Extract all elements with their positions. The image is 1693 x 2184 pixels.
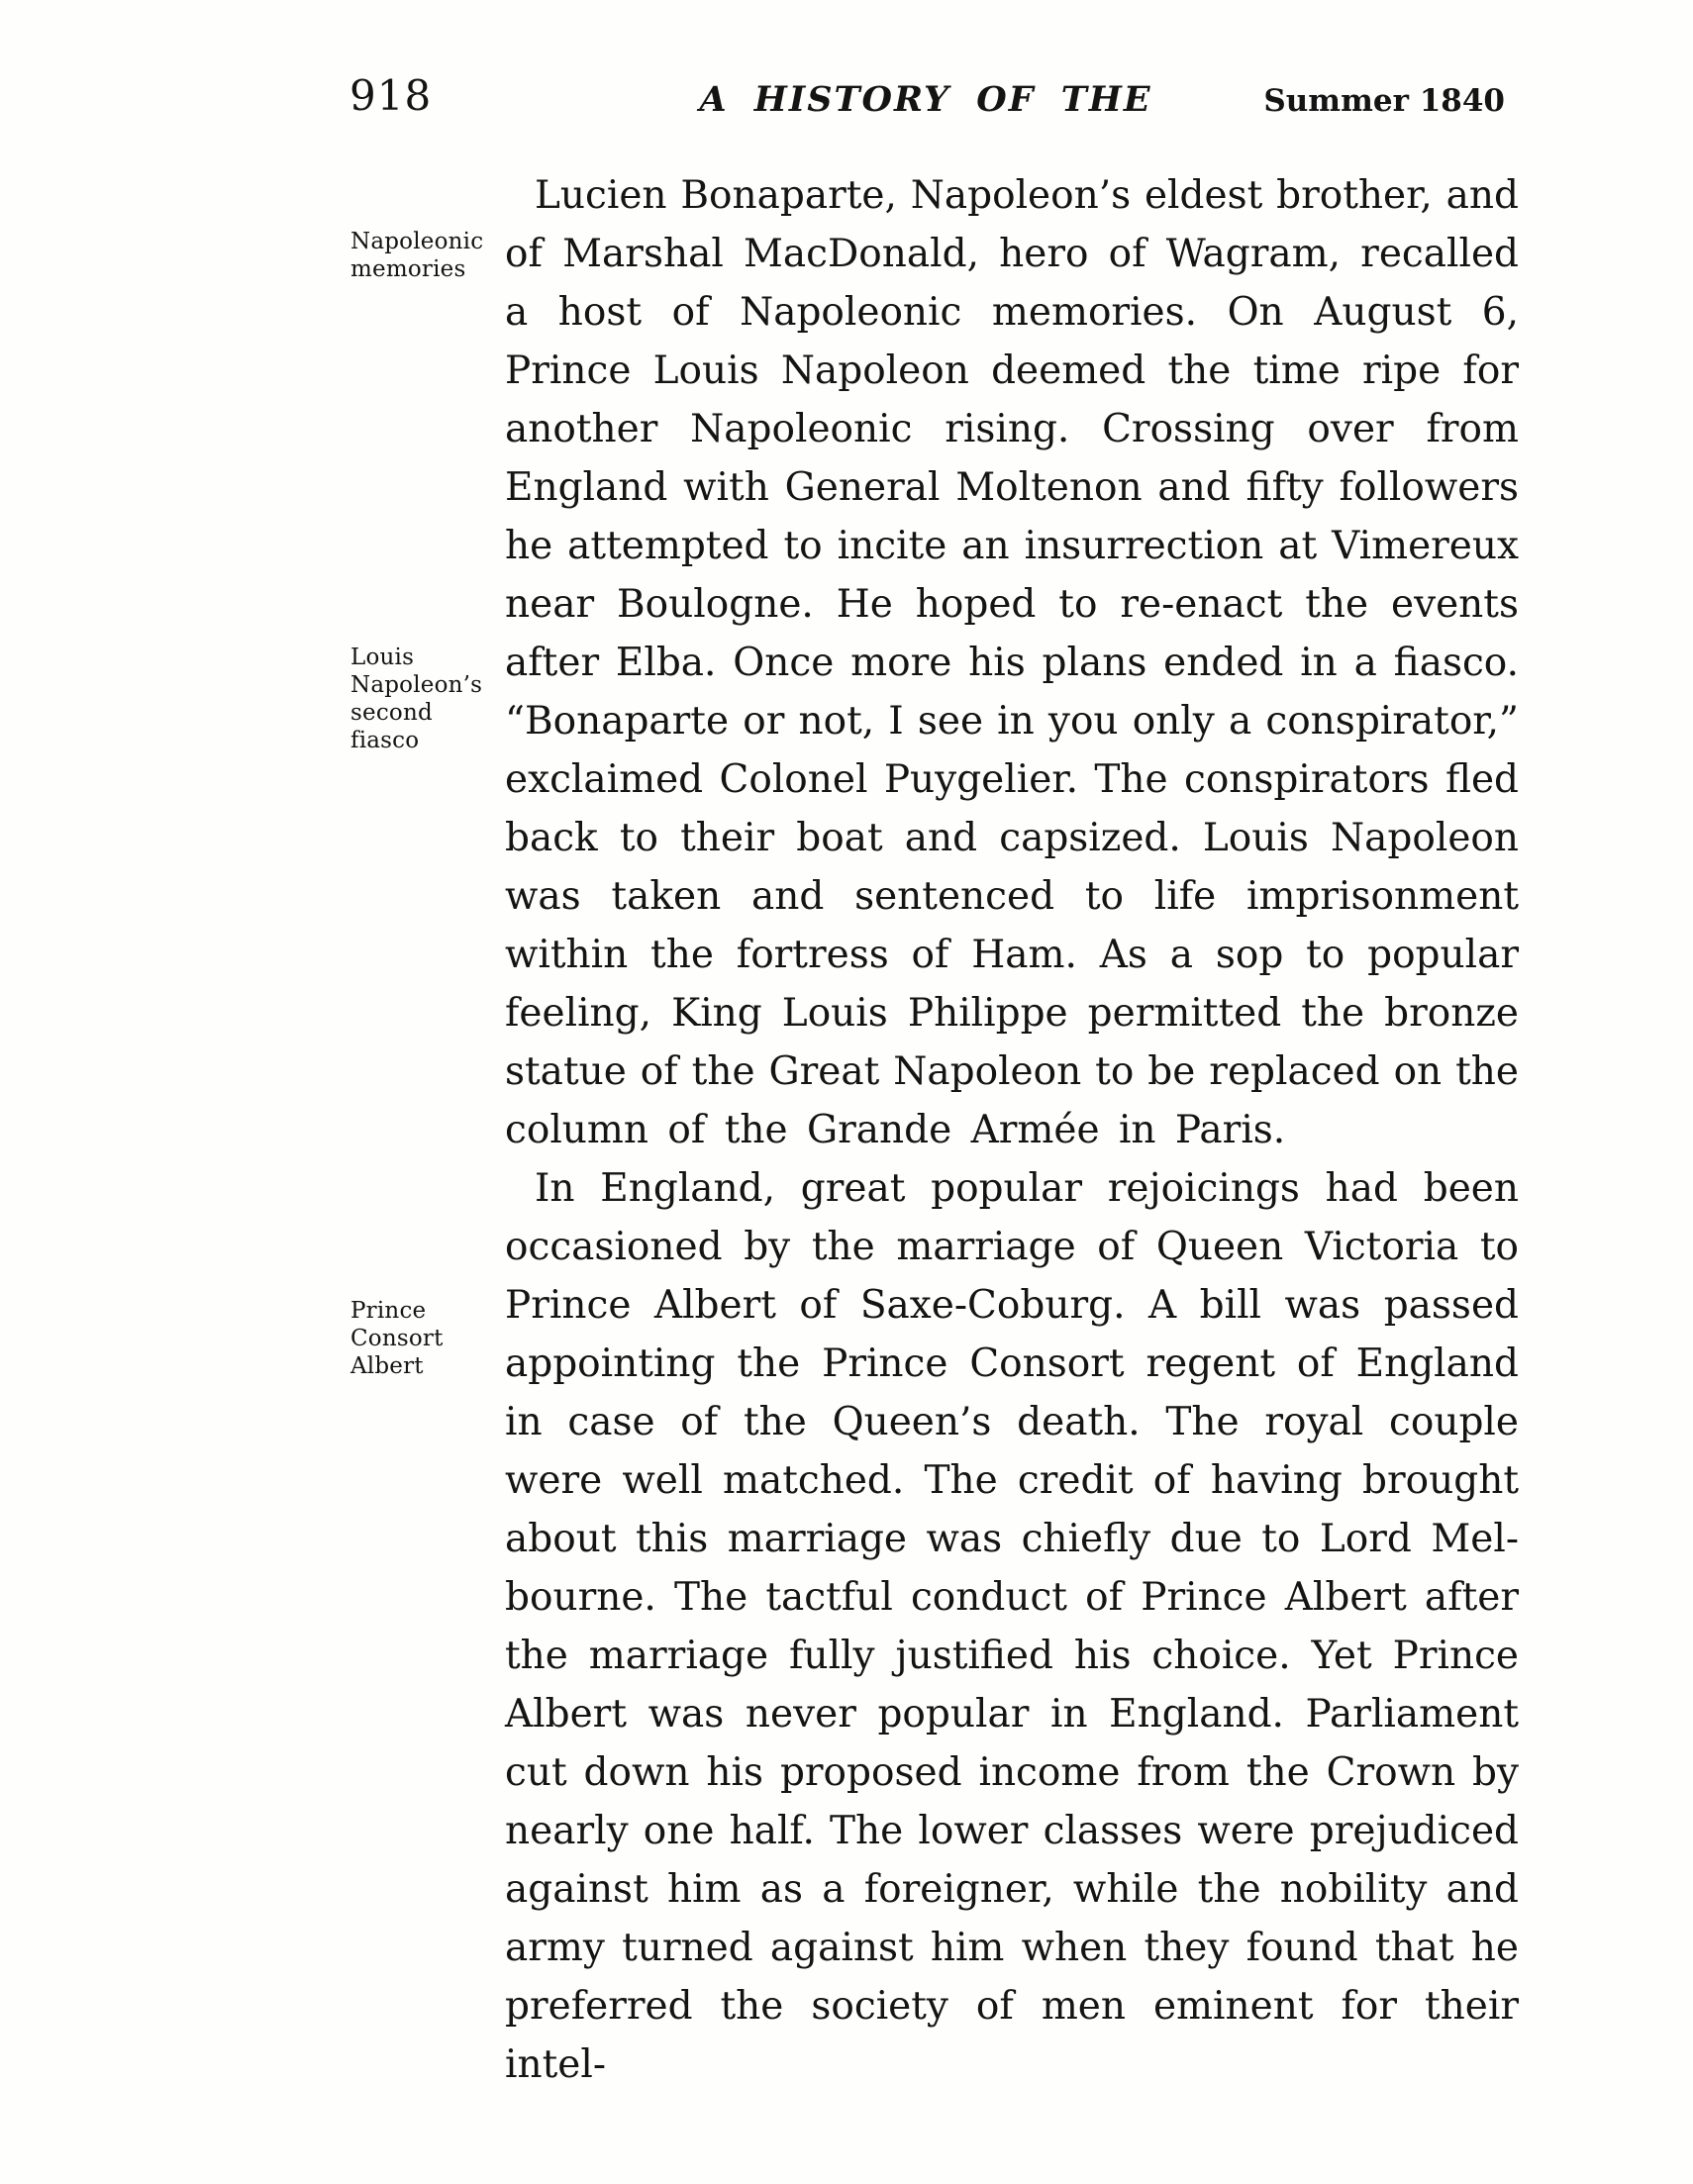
body-line: statue of the Great Napoleon to be replaced on the — [505, 1049, 1519, 1094]
body-line: against him as a foreigner, while the nobility and — [505, 1867, 1519, 1912]
body-line: “Bonaparte or not, I see in you only a conspirator,” — [505, 699, 1519, 744]
body-line: near Boulogne. He hoped to re-enact the events — [505, 582, 1519, 627]
body-line: Prince Louis Napoleon deemed the time ripe for — [505, 348, 1519, 393]
margin-note-prince-consort-albert — [350, 1297, 501, 1380]
body-line: a host of Napoleonic memories. On August 6, — [505, 290, 1519, 335]
running-title: A HISTORY OF THE — [699, 79, 1152, 120]
body-line: Prince Albert of Saxe-Coburg. A bill was passed — [505, 1283, 1519, 1328]
body-line: of Marshal MacDonald, hero of Wagram, recalled — [505, 232, 1519, 276]
body-line: occasioned by the marriage of Queen Victoria to — [505, 1225, 1519, 1269]
body-text — [505, 166, 1519, 2087]
margin-note-line: memories — [350, 256, 466, 282]
margin-note-line: Napoleon’s — [350, 672, 483, 698]
page-number: 918 — [349, 71, 433, 120]
margin-note-louis-napoleons-second-fiasco — [350, 644, 501, 754]
margin-note-line: Louis — [350, 645, 415, 670]
margin-note-line: Prince — [350, 1298, 427, 1324]
body-line: appointing the Prince Consort regent of England — [505, 1341, 1519, 1386]
body-line: Albert was never popular in England. Parliament — [505, 1692, 1519, 1737]
body-line: column of the Grande Armée in Paris. — [505, 1108, 1286, 1152]
body-line: was taken and sentenced to life imprisonment — [505, 874, 1519, 919]
body-line: the marriage fully justified his choice. Yet Prince — [505, 1634, 1519, 1678]
body-line: cut down his proposed income from the Crown by — [505, 1750, 1519, 1795]
body-line: were well matched. The credit of having brought — [505, 1458, 1519, 1503]
body-line: he attempted to incite an insurrection at Vimereux — [505, 524, 1519, 568]
body-line: preferred the society of men eminent for their intel- — [505, 1984, 1519, 2087]
body-line: exclaimed Colonel Puygelier. The conspirators fled — [505, 757, 1519, 802]
body-line: nearly one half. The lower classes were prejudiced — [505, 1809, 1519, 1853]
body-line: after Elba. Once more his plans ended in a fiasco. — [505, 641, 1519, 685]
body-line: back to their boat and capsized. Louis Napoleon — [505, 816, 1519, 860]
margin-note-line: Consort — [350, 1326, 444, 1351]
margin-note-napoleonic-memories — [350, 228, 501, 283]
body-line: England with General Moltenon and fifty followers — [505, 465, 1519, 510]
body-line: Lucien Bonaparte, Napoleon’s eldest brother, and — [535, 173, 1519, 218]
body-line: bourne. The tactful conduct of Prince Albert after — [505, 1575, 1519, 1620]
body-line: about this marriage was chiefly due to Lord Mel- — [505, 1517, 1519, 1561]
edition-date: Summer 1840 — [1263, 83, 1505, 119]
body-line: within the fortress of Ham. As a sop to popular — [505, 933, 1519, 977]
body-line: feeling, King Louis Philippe permitted the bronze — [505, 991, 1519, 1036]
margin-note-line: fiasco — [350, 728, 420, 753]
margin-note-line: Napoleonic — [350, 229, 484, 254]
body-line: another Napoleonic rising. Crossing over from — [505, 407, 1519, 451]
body-line: In England, great popular rejoicings had been — [535, 1166, 1519, 1211]
margin-note-line: Albert — [350, 1353, 424, 1379]
margin-note-line: second — [350, 700, 433, 726]
body-line: in case of the Queen’s death. The royal couple — [505, 1400, 1519, 1444]
body-line: army turned against him when they found that he — [505, 1926, 1519, 1970]
